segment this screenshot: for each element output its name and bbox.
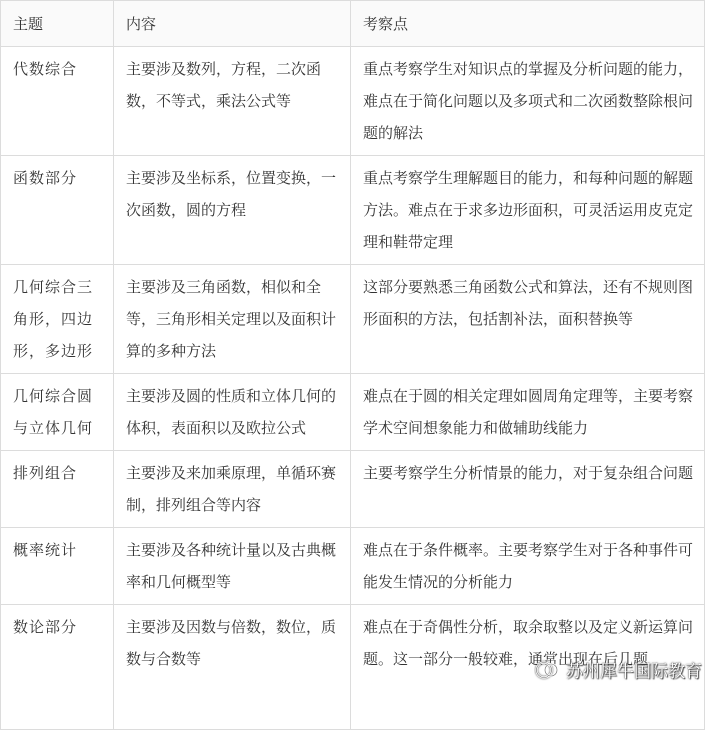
row-focus: 难点在于条件概率。主要考察学生对于各种事件可能发生情况的分析能力 bbox=[351, 528, 705, 605]
header-topic: 主题 bbox=[1, 1, 114, 47]
row-content: 主要涉及因数与倍数，数位，质数与合数等 bbox=[114, 605, 351, 730]
row-topic: 排列组合 bbox=[1, 451, 114, 528]
row-content: 主要涉及坐标系，位置变换，一次函数，圆的方程 bbox=[114, 156, 351, 265]
row-focus: 这部分要熟悉三角函数公式和算法，还有不规则图形面积的方法，包括割补法，面积替换等 bbox=[351, 265, 705, 374]
watermark bbox=[534, 657, 702, 682]
header-focus: 考察点 bbox=[351, 1, 705, 47]
table-row bbox=[1, 374, 705, 451]
header-content: 内容 bbox=[114, 1, 351, 47]
row-topic: 代数综合 bbox=[1, 47, 114, 156]
row-content: 主要涉及三角函数，相似和全等，三角形相关定理以及面积计算的多种方法 bbox=[114, 265, 351, 374]
row-content: 主要涉及圆的性质和立体几何的体积，表面积以及欧拉公式 bbox=[114, 374, 351, 451]
table-row bbox=[1, 528, 705, 605]
table-row bbox=[1, 156, 705, 265]
row-focus: 主要考察学生分析情景的能力，对于复杂组合问题 bbox=[351, 451, 705, 528]
row-topic: 函数部分 bbox=[1, 156, 114, 265]
row-content: 主要涉及各种统计量以及古典概率和几何概型等 bbox=[114, 528, 351, 605]
row-content: 主要涉及数列，方程，二次函数，不等式，乘法公式等 bbox=[114, 47, 351, 156]
watermark-text: 苏州犀牛国际教育 bbox=[566, 662, 702, 682]
row-topic: 数论部分 bbox=[1, 605, 114, 730]
table-row bbox=[1, 451, 705, 528]
table-row bbox=[1, 265, 705, 374]
row-topic: 概率统计 bbox=[1, 528, 114, 605]
row-content: 主要涉及来加乘原理，单循环赛制，排列组合等内容 bbox=[114, 451, 351, 528]
row-topic: 几何综合圆与立体几何 bbox=[1, 374, 114, 451]
wechat-official-account-icon bbox=[534, 659, 560, 681]
row-focus: 重点考察学生对知识点的掌握及分析问题的能力，难点在于简化问题以及多项式和二次函数整除根问题的解法 bbox=[351, 47, 705, 156]
row-focus: 难点在于奇偶性分析，取余取整以及定义新运算问题。这一部分一般较难，通常出现在后几题 bbox=[351, 605, 705, 730]
row-topic: 几何综合三角形，四边形，多边形 bbox=[1, 265, 114, 374]
table-header-row bbox=[1, 1, 705, 47]
row-focus: 难点在于圆的相关定理如圆周角定理等，主要考察学术空间想象能力和做辅助线能力 bbox=[351, 374, 705, 451]
table-row bbox=[1, 47, 705, 156]
row-focus: 重点考察学生理解题目的能力，和每种问题的解题方法。难点在于求多边形面积，可灵活运用皮克定理和鞋带定理 bbox=[351, 156, 705, 265]
